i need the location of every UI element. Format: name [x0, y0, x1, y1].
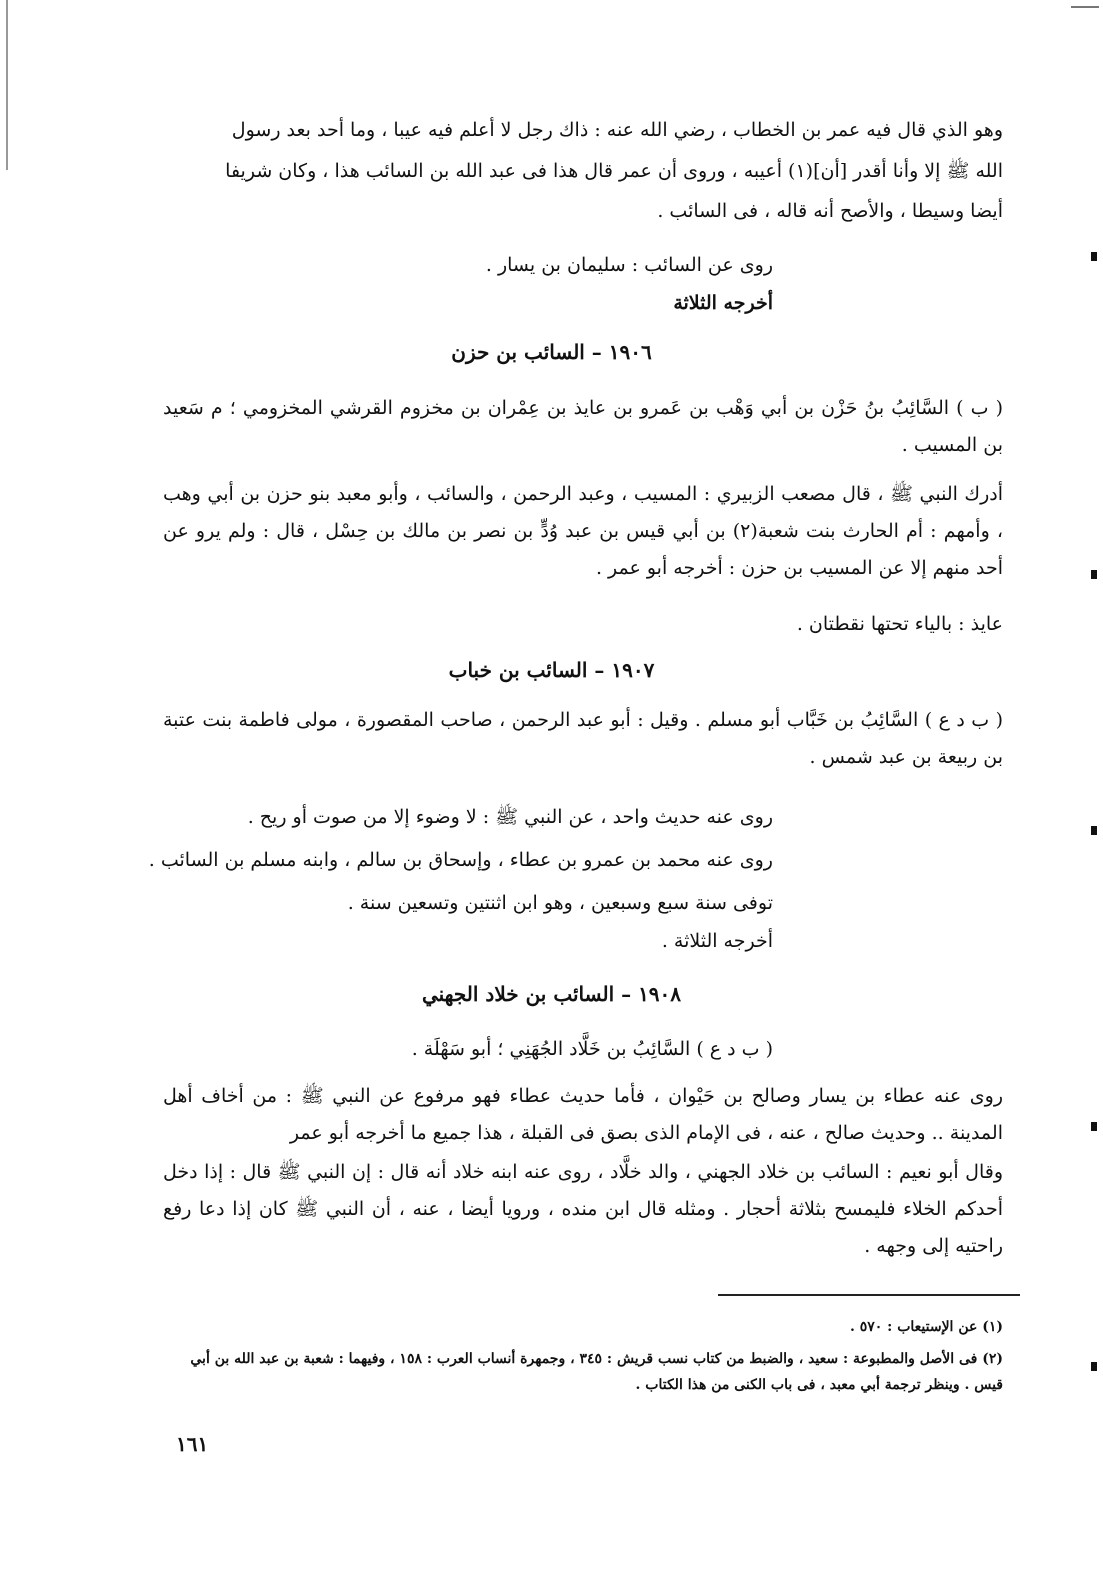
margin-mark [1091, 252, 1097, 261]
entry-1908-heading: ١٩٠٨ – السائب بن خلاد الجهني [421, 982, 682, 1006]
entry-1906-para-3: عايذ : بالياء تحتها نقطتان . [796, 613, 1003, 635]
page-number: ١٦١ [176, 1432, 209, 1456]
entry-1907-line-3: توفى سنة سبع وسبعين ، وهو ابن اثنتين وتسعين سنة . [347, 892, 773, 914]
intro-line-4: روى عن السائب : سليمان بن يسار . [485, 254, 773, 276]
entry-1907-heading: ١٩٠٧ – السائب بن خباب [448, 658, 655, 682]
entry-1908-para-1: روى عنه عطاء بن يسار وصالح بن حَيْوان ، فأما حديث عطاء فهو مرفوع عن النبي ﷺ : من أخاف أهل المدينة .. وحديث صالح ، عنه ، فى الإمام الذى بصق فى القبلة ، هذا جميع ما أخرجه أبو عمر [163, 1085, 1003, 1144]
margin-mark [1091, 570, 1097, 579]
entry-1906-heading: ١٩٠٦ – السائب بن حزن [451, 340, 652, 364]
entry-1906-para-2: أدرك النبي ﷺ ، قال مصعب الزبيري : المسيب ، وعبد الرحمن ، والسائب ، وأبو معبد بنو حزن بن أبي وهب ، وأمهم : أم الحارث بنت شعبة(٢) بن أبي قيس بن عبد وُدٍّ بن نصر بن مالك بن حِسْل ، قال : ولم يرو عن أحد منهم إلا عن المسيب بن حزن : أخرجه أبو عمر . [163, 483, 1003, 579]
intro-line-2: الله ﷺ إلا وأنا أقدر [أن](١) أعيبه ، وروى أن عمر قال هذا فى عبد الله بن السائب هذا ، وكان شريفا [225, 160, 1003, 182]
intro-line-3: أيضا وسيطا ، والأصح أنه قاله ، فى السائب . [657, 200, 1003, 222]
margin-mark [1091, 826, 1097, 835]
entry-1906-para-1: ( ب ) السَّائِبُ بنُ حَزْن بن أبي وَهْب بن عَمرو بن عايذ بن عِمْران بن مخزوم القرشي المخزومي ؛ م سَعيد بن المسيب . [163, 397, 1003, 456]
footnote-1: (١) عن الإستيعاب : ٥٧٠ . [849, 1319, 1003, 1335]
margin-mark [1091, 1122, 1097, 1131]
entry-1907-para-1: ( ب د ع ) السَّائِبُ بن خَبَّاب أبو مسلم . وقيل : أبو عبد الرحمن ، صاحب المقصورة ، مولى فاطمة بنت عتبة بن ربيعة بن عبد شمس . [163, 709, 1003, 768]
footnote-2: (٢) فى الأصل والمطبوعة : سعيد ، والضبط من كتاب نسب قريش : ٣٤٥ ، وجمهرة أنساب العرب : ١٥٨ ، وفيهما : شعبة بن عبد الله بن أبي قيس . وينظر ترجمة أبي معبد ، فى باب الكنى من هذا الكتاب . [190, 1351, 1003, 1393]
scan-edge-line [6, 0, 8, 170]
footnote-rule [718, 1294, 1020, 1296]
entry-1908-line-1: ( ب د ع ) السَّائِبُ بن خَلَّاد الجُهَنِي ؛ أبو سَهْلَة . [411, 1038, 773, 1060]
entry-1907-line-1: روى عنه حديث واحد ، عن النبي ﷺ : لا وضوء إلا من صوت أو ريح . [247, 806, 773, 828]
scan-corner-mark [1071, 6, 1099, 8]
intro-line-1: وهو الذي قال فيه عمر بن الخطاب ، رضي الله عنه : ذاك رجل لا أعلم فيه عيبا ، وما أحد بعد رسول [231, 119, 1003, 141]
margin-mark [1091, 1362, 1097, 1371]
intro-line-5: أخرجه الثلاثة [673, 292, 773, 314]
entry-1907-line-2: روى عنه محمد بن عمرو بن عطاء ، وإسحاق بن سالم ، وابنه مسلم بن السائب . [148, 849, 773, 871]
entry-1908-para-2: وقال أبو نعيم : السائب بن خلاد الجهني ، والد خلَّاد ، روى عنه ابنه خلاد أنه قال : إن النبي ﷺ قال : إذا دخل أحدكم الخلاء فليمسح بثلاثة أحجار . ومثله قال ابن منده ، ورويا أيضا ، عنه ، أن النبي ﷺ كان إذا دعا رفع راحتيه إلى وجهه . [163, 1161, 1003, 1257]
entry-1907-line-4: أخرجه الثلاثة . [661, 930, 773, 952]
